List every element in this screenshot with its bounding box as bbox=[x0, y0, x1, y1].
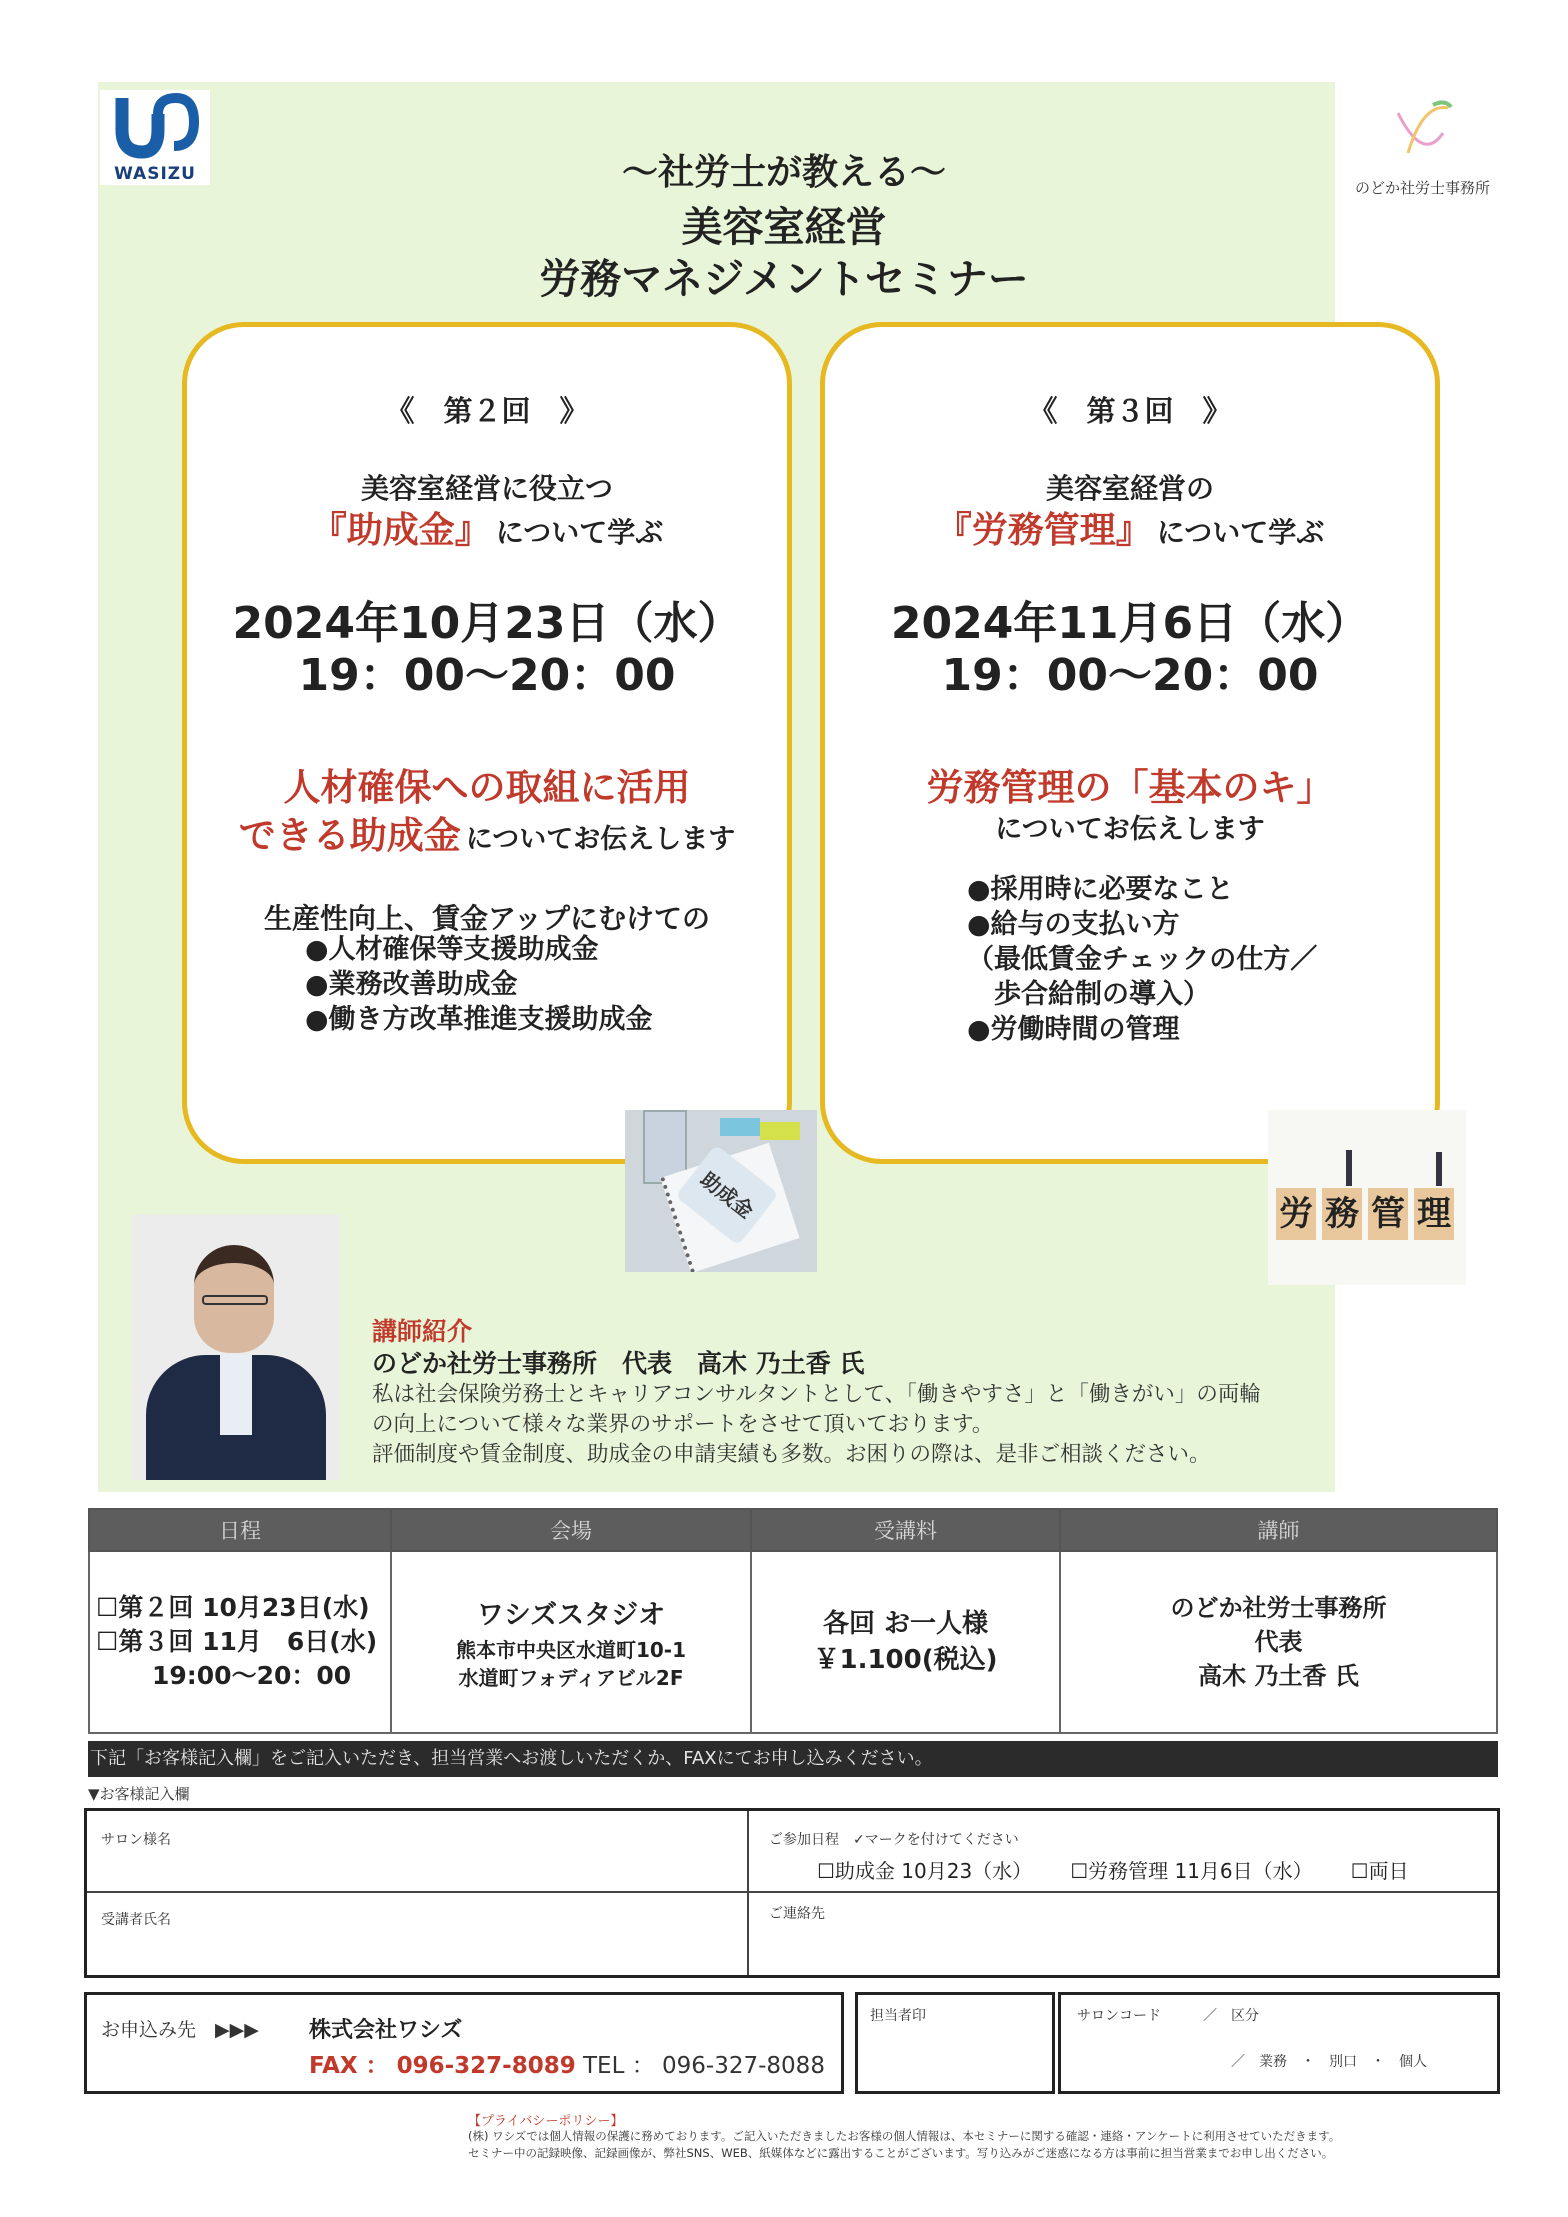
session3-lead-suffix: についてお伝えします bbox=[995, 814, 1265, 845]
lecturer-title: 代表 bbox=[1254, 1628, 1303, 1656]
contact-field[interactable] bbox=[759, 1923, 1489, 1969]
stamp-box bbox=[855, 1992, 1055, 2094]
wood-block: 務 bbox=[1322, 1188, 1362, 1240]
privacy-line: セミナー中の記録映像、記録画像が、弊社SNS、WEB、紙媒体などに露出することがございます。写り込みがご迷惑になる方は事前に担当営業までお申し出ください。 bbox=[468, 2146, 1334, 2160]
lecturer-heading: 講師紹介 bbox=[372, 1317, 473, 1346]
list-item: ●労働時間の管理 bbox=[967, 1014, 1180, 1045]
glasses-icon bbox=[202, 1295, 268, 1305]
nodoka-logo-text: のどか社労士事務所 bbox=[1354, 179, 1490, 197]
salon-code-label: サロンコード ／ 区分 bbox=[1077, 2008, 1259, 2024]
option-subsidy-checkbox[interactable]: ☐助成金 10月23（水） bbox=[817, 1859, 1033, 1883]
salon-name-field[interactable] bbox=[97, 1849, 737, 1887]
session2-topic-line1: 美容室経営に役立つ bbox=[360, 472, 613, 505]
venue-address: 熊本市中央区水道町10-1 bbox=[455, 1637, 687, 1662]
privacy-line: (株) ワシズでは個人情報の保護に務めております。ご記入いただきましたお客様の個人情報は、本セミナーに関する確認・連絡・アンケートに利用させていただきます。 bbox=[468, 2129, 1341, 2143]
wood-block: 理 bbox=[1414, 1188, 1454, 1240]
stamp-label: 担当者印 bbox=[870, 2008, 926, 2024]
session2-time: 19：00〜20：00 bbox=[298, 650, 676, 701]
labor-management-photo bbox=[1268, 1110, 1466, 1285]
session3-time: 19：00〜20：00 bbox=[941, 650, 1319, 701]
schedule-cell bbox=[89, 1551, 391, 1733]
shirt-shape bbox=[220, 1355, 252, 1435]
session2-lead-line2 bbox=[187, 805, 787, 859]
customer-form bbox=[84, 1808, 1500, 1978]
fee-line: 各回 お一人様 bbox=[822, 1609, 989, 1639]
fee-amount: ￥1.100(税込) bbox=[813, 1645, 998, 1675]
session2-intro: 生産性向上、賃金アップにむけての bbox=[263, 902, 711, 935]
session3-number: 《 第３回 》 bbox=[1028, 394, 1232, 428]
sticky-note bbox=[720, 1118, 760, 1136]
apply-label: お申込み先 ▶▶▶ bbox=[101, 2019, 259, 2041]
option-both-checkbox[interactable]: ☐両日 bbox=[1350, 1859, 1409, 1883]
session2-lead-red: できる助成金 bbox=[238, 814, 461, 857]
bio-line: 評価制度や賃金制度、助成金の申請実績も多数。お困りの際は、是非ご相談ください。 bbox=[372, 1442, 1211, 1467]
venue-name: ワシズスタジオ bbox=[476, 1599, 666, 1631]
participant-field[interactable] bbox=[97, 1929, 737, 1969]
header-venue: 会場 bbox=[391, 1509, 751, 1551]
header-lecturer: 講師 bbox=[1060, 1509, 1497, 1551]
info-table bbox=[88, 1508, 1498, 1734]
list-item: ●働き方改革推進支援助成金 bbox=[305, 1004, 653, 1035]
apply-box bbox=[84, 1992, 844, 2094]
bio-line: の向上について様々な業界のサポートをさせて頂いております。 bbox=[372, 1412, 994, 1437]
apply-company: 株式会社ワシズ bbox=[309, 2018, 463, 2043]
page-title-line2: 労務マネジメントセミナー bbox=[539, 255, 1029, 303]
venue-building: 水道町フォディアビル2F bbox=[458, 1665, 684, 1690]
header-schedule: 日程 bbox=[89, 1509, 391, 1551]
list-item: （最低賃金チェックの仕方／ bbox=[967, 944, 1318, 975]
list-item: ●人材確保等支援助成金 bbox=[305, 934, 599, 965]
session2-lead-line1: 人材確保への取組に活用 bbox=[283, 766, 691, 809]
form-divider bbox=[87, 1891, 1497, 1893]
session3-card bbox=[820, 322, 1440, 1164]
wasizu-logo-text: WASIZU bbox=[114, 164, 196, 184]
session2-topic-highlight: 『助成金』 bbox=[310, 510, 491, 551]
participant-label: 受講者氏名 bbox=[101, 1912, 171, 1928]
session2-topic-suffix: について学ぶ bbox=[495, 516, 664, 549]
lecturer-bio bbox=[372, 1380, 1261, 1470]
attend-label: ご参加日程 ✓マークを付けてください bbox=[769, 1832, 1019, 1848]
session2-list bbox=[305, 932, 653, 1037]
subsidy-label: 助成金 bbox=[675, 1144, 779, 1245]
page-title-line1: 美容室経営 bbox=[681, 203, 887, 251]
venue-cell bbox=[391, 1551, 751, 1733]
option-labor-checkbox[interactable]: ☐労務管理 11月6日（水） bbox=[1070, 1859, 1313, 1883]
figurine-icon bbox=[1346, 1150, 1352, 1186]
fee-cell bbox=[751, 1551, 1060, 1733]
figurine-icon bbox=[1436, 1152, 1442, 1186]
form-section-label: ▼お客様記入欄 bbox=[88, 1785, 190, 1803]
lecturer-name: のどか社労士事務所 代表 高木 乃土香 氏 bbox=[372, 1349, 865, 1378]
apply-tel: TEL ： 096-327-8088 bbox=[583, 2053, 825, 2079]
subsidy-photo bbox=[625, 1110, 817, 1272]
session2-lead-suffix: についてお伝えします bbox=[465, 824, 736, 855]
form-notice-bar: 下記「お客様記入欄」をご記入いただき、担当営業へお渡しいただくか、FAXにてお申し込みください。 bbox=[88, 1741, 1498, 1777]
salon-name-label: サロン様名 bbox=[101, 1832, 171, 1848]
session3-topic-line1: 美容室経営の bbox=[1045, 472, 1214, 505]
session3-topic-line2 bbox=[825, 502, 1435, 553]
header-fee: 受講料 bbox=[751, 1509, 1060, 1551]
schedule-line: ☐第２回 10月23日(水) bbox=[96, 1593, 370, 1622]
session2-date: 2024年10月23日（水） bbox=[232, 598, 742, 649]
salon-code-box bbox=[1058, 1992, 1500, 2094]
subtitle: 〜社労士が教える〜 bbox=[621, 152, 946, 193]
attend-options bbox=[817, 1855, 1409, 1884]
schedule-time: 19:00〜20：00 bbox=[152, 1661, 352, 1690]
lecturer-photo bbox=[132, 1215, 340, 1480]
lecturer-cell bbox=[1060, 1551, 1497, 1733]
list-item: ●採用時に必要なこと bbox=[967, 874, 1234, 905]
apply-fax: FAX ： 096-327-8089 bbox=[309, 2053, 576, 2079]
privacy-text bbox=[468, 2128, 1340, 2162]
session2-number: 《 第２回 》 bbox=[385, 394, 589, 428]
session3-list bbox=[967, 872, 1317, 1047]
lecturer-office: のどか社労士事務所 bbox=[1170, 1594, 1387, 1622]
schedule-line: ☐第３回 11月 6日(水) bbox=[96, 1627, 378, 1656]
wood-blocks bbox=[1276, 1188, 1454, 1240]
contact-label: ご連絡先 bbox=[769, 1906, 825, 1922]
salon-code-options: ／ 業務 ・ 別口 ・ 個人 bbox=[1231, 2054, 1427, 2070]
bio-line: 私は社会保険労務士とキャリアコンサルタントとして、「働きやすさ」と「働きがい」の両輪 bbox=[372, 1382, 1261, 1407]
sticky-note bbox=[760, 1122, 800, 1140]
lecturer-fullname: 高木 乃土香 氏 bbox=[1198, 1662, 1359, 1690]
session3-date: 2024年11月6日（水） bbox=[890, 598, 1370, 649]
wood-block: 労 bbox=[1276, 1188, 1316, 1240]
session2-card bbox=[182, 322, 792, 1164]
list-item: 歩合給制の導入） bbox=[967, 979, 1210, 1010]
session3-topic-highlight: 『労務管理』 bbox=[935, 510, 1152, 551]
list-item: ●業務改善助成金 bbox=[305, 969, 518, 1000]
list-item: ●給与の支払い方 bbox=[967, 909, 1180, 940]
session3-lead: 労務管理の「基本のキ」 bbox=[926, 766, 1334, 809]
session2-topic-line2 bbox=[187, 502, 787, 553]
form-divider bbox=[747, 1811, 749, 1975]
session3-topic-suffix: について学ぶ bbox=[1156, 516, 1325, 549]
privacy-title: 【プライバシーポリシー】 bbox=[468, 2114, 624, 2129]
wood-block: 管 bbox=[1368, 1188, 1408, 1240]
